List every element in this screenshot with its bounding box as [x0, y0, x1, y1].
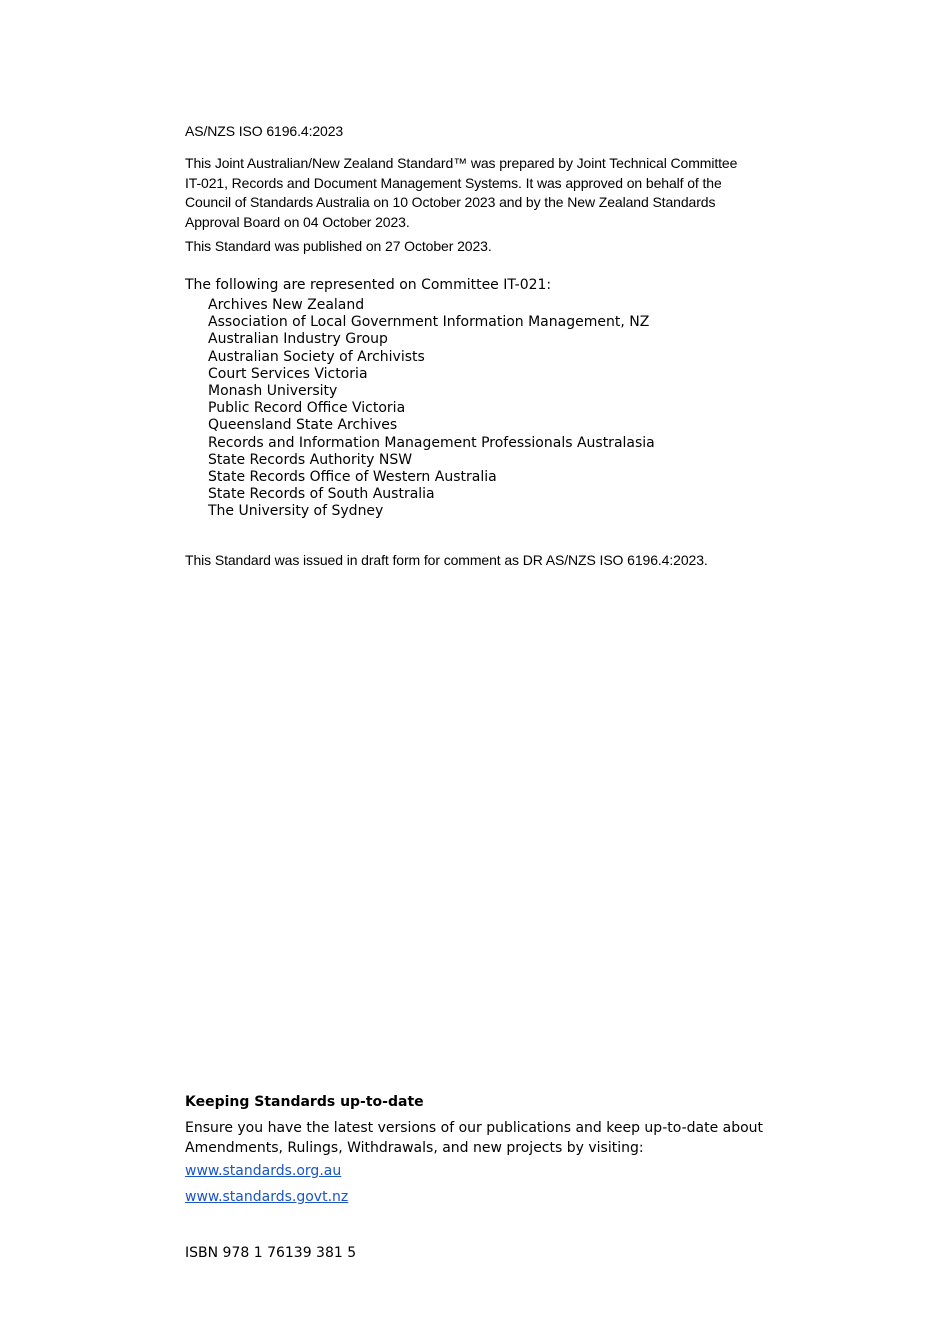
keeping-standards-line: Amendments, Rulings, Withdrawals, and new projects by visiting: [185, 1140, 644, 1156]
keeping-standards-paragraph [185, 1118, 785, 1158]
committee-member: Records and Information Management Professionals Australasia [208, 434, 655, 451]
committee-member-list [208, 297, 655, 521]
keeping-standards-heading: Keeping Standards up-to-date [185, 1094, 424, 1110]
committee-member: The University of Sydney [208, 503, 384, 520]
preparation-paragraph [185, 154, 785, 232]
committee-member: Australian Society of Archivists [208, 348, 425, 365]
publication-date-statement: This Standard was published on 27 October 2023. [185, 238, 492, 254]
committee-member: Association of Local Government Information Management, NZ [208, 314, 650, 331]
draft-note: This Standard was issued in draft form for comment as DR AS/NZS ISO 6196.4:2023. [185, 552, 708, 568]
committee-member: Court Services Victoria [208, 365, 368, 382]
preparation-line: IT-021, Records and Document Management Systems. It was approved on behalf of the [185, 174, 722, 191]
standards-nz-link[interactable]: www.standards.govt.nz [185, 1189, 349, 1205]
committee-member: State Records Authority NSW [208, 451, 413, 468]
committee-member: Archives New Zealand [208, 297, 365, 313]
preparation-line: Approval Board on 04 October 2023. [185, 213, 410, 230]
preparation-line: Council of Standards Australia on 10 October 2023 and by the New Zealand Standards [185, 194, 716, 210]
isbn: ISBN 978 1 76139 381 5 [185, 1245, 357, 1261]
keeping-standards-line: Ensure you have the latest versions of our publications and keep up-to-date about [185, 1120, 764, 1136]
committee-member: Queensland State Archives [208, 417, 398, 434]
document-identifier: AS/NZS ISO 6196.4:2023 [185, 123, 344, 139]
committee-member: Australian Industry Group [208, 331, 388, 348]
committee-member: State Records Office of Western Australia [208, 469, 497, 486]
committee-intro: The following are represented on Committee IT-021: [185, 277, 552, 293]
standards-australia-link[interactable]: www.standards.org.au [185, 1163, 342, 1179]
committee-member: Public Record Office Victoria [208, 400, 406, 417]
committee-member: Monash University [208, 383, 338, 400]
committee-member: State Records of South Australia [208, 486, 435, 503]
preparation-line: This Joint Australian/New Zealand Standard™ was prepared by Joint Technical Committee [185, 155, 738, 171]
